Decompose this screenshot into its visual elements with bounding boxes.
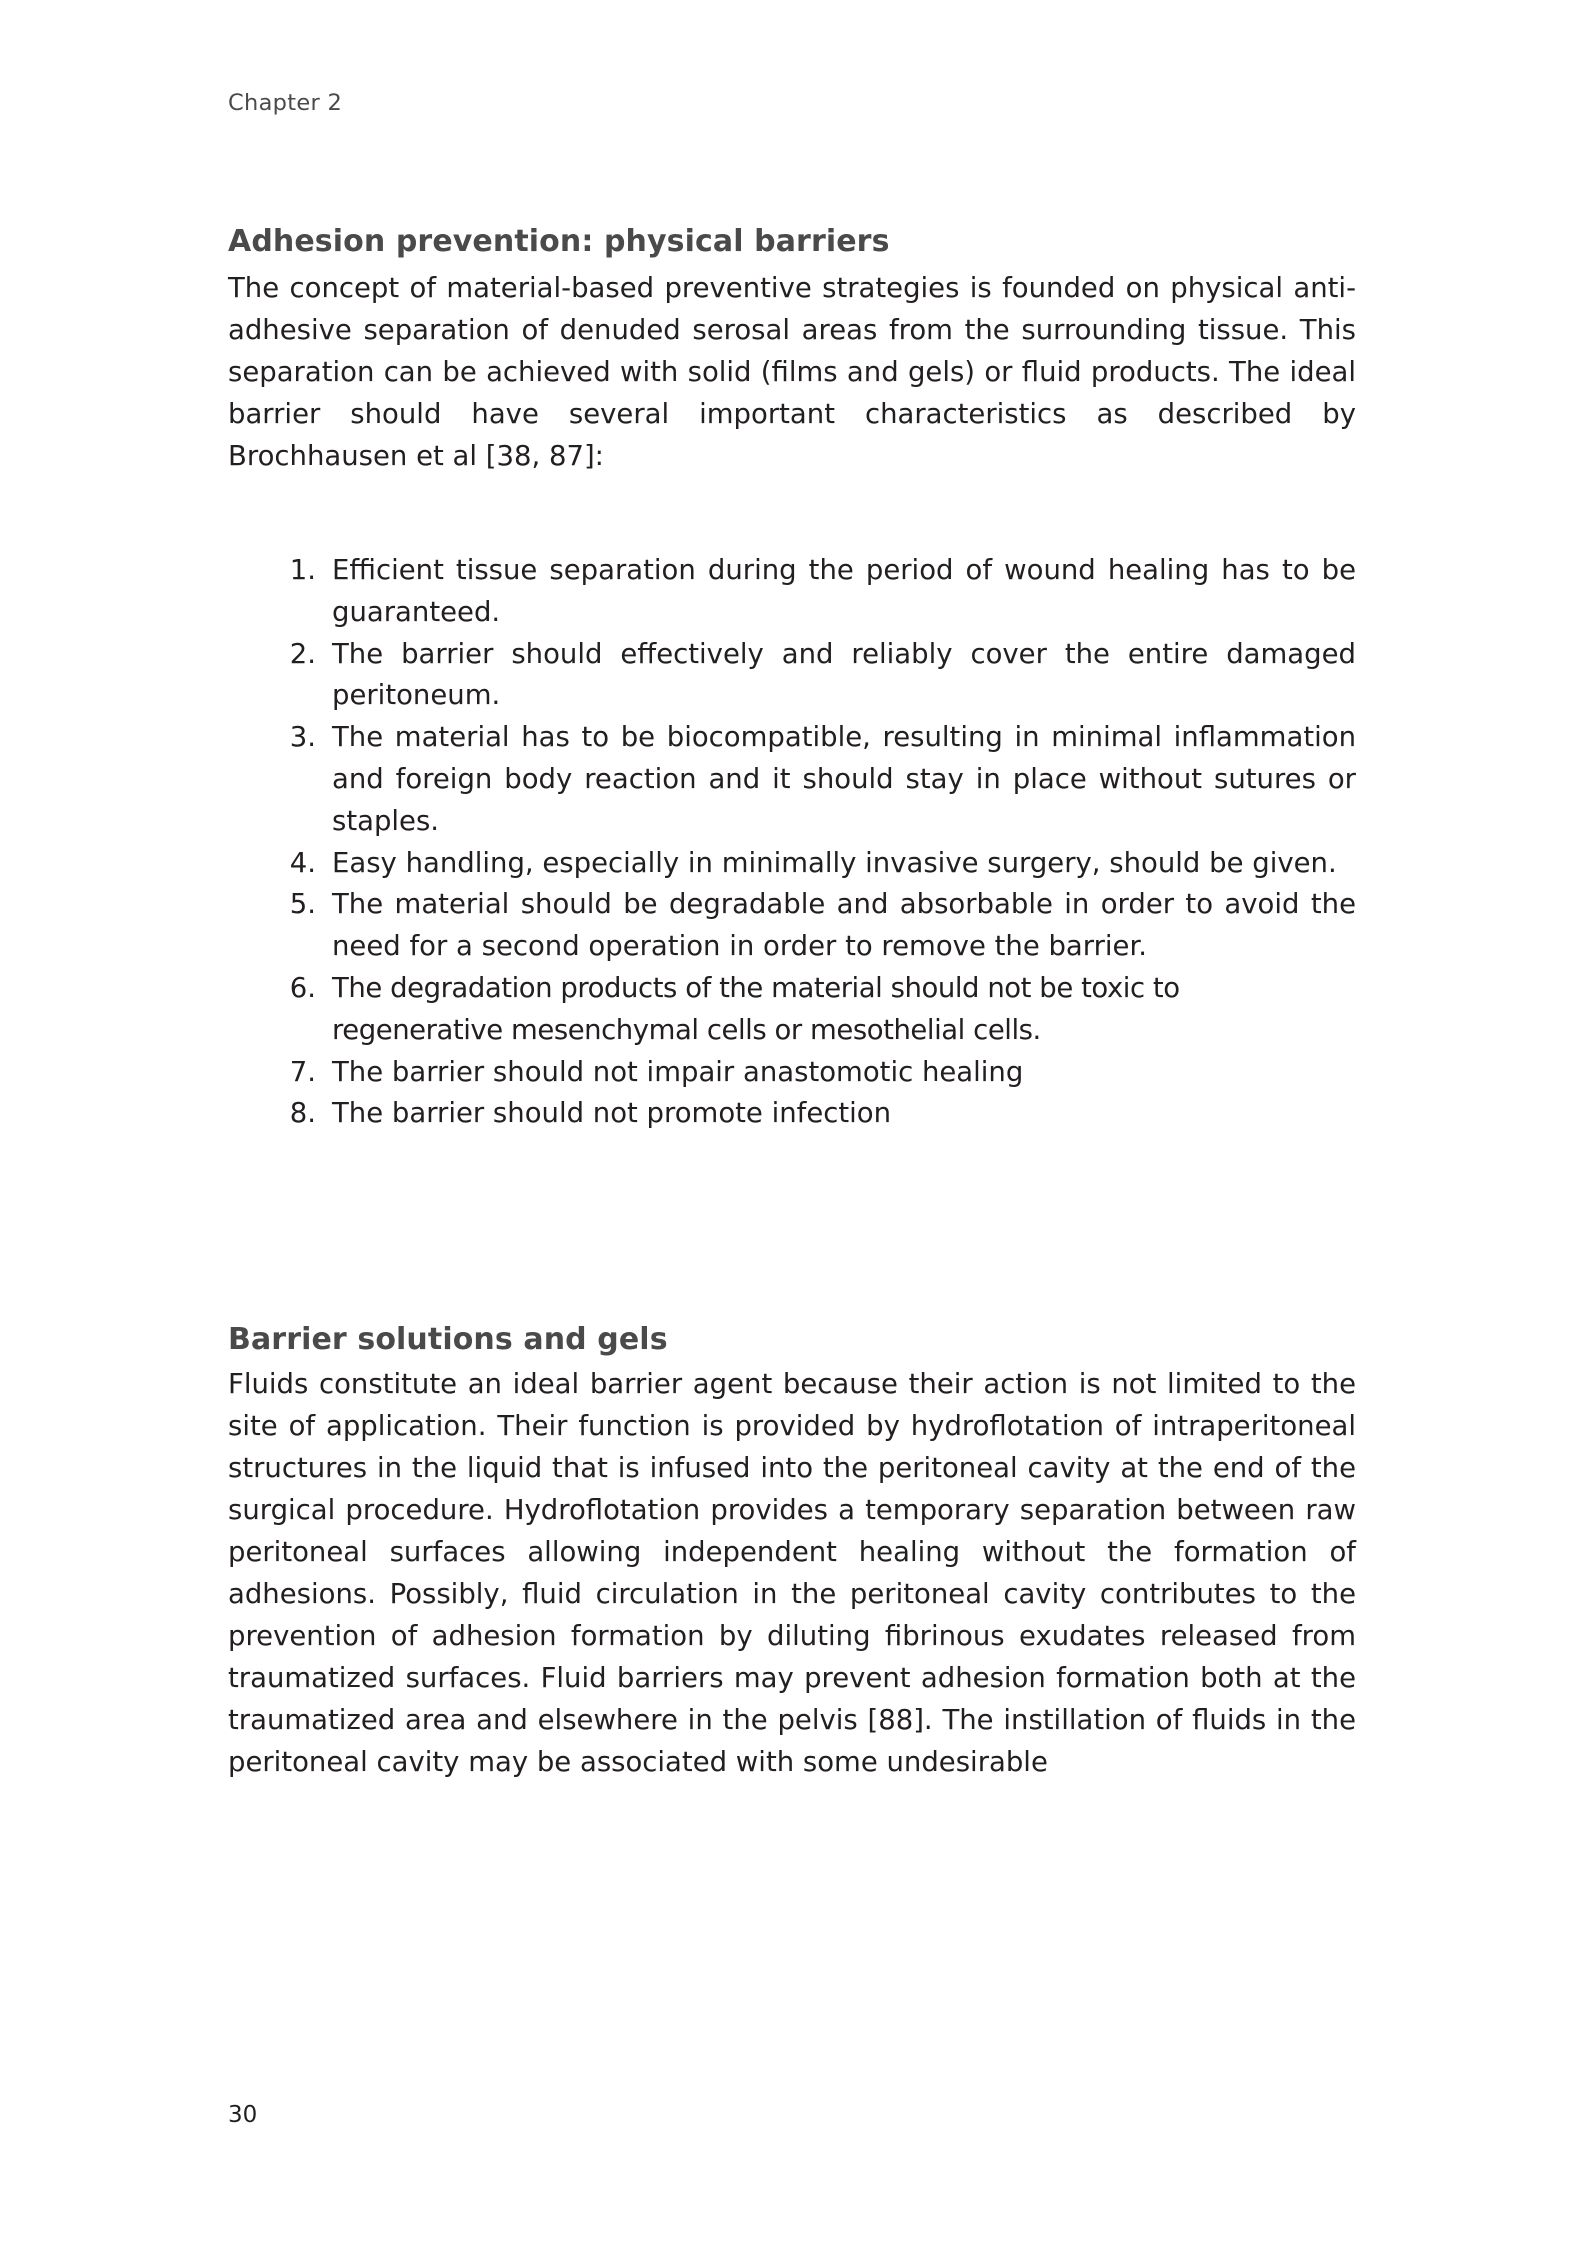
list-item [228,717,1356,842]
list-item-text: The degradation products of the material should not be toxic to regenerative mesenchymal cells or mesothelial cells. [332,971,1180,1046]
section-barrier-solutions-and-gels [228,1320,1356,1783]
list-item-number: 5. [289,888,316,921]
page-number: 30 [228,2102,258,2128]
list-item [228,884,1356,968]
section-heading: Barrier solutions and gels [228,1322,668,1357]
list-item-number: 1. [289,554,316,586]
list-item-text: The barrier should not promote infection [332,1097,892,1130]
list-item-number: 7. [289,1055,316,1088]
list-item-number: 6. [289,971,316,1004]
barrier-characteristics-list [228,550,1356,1135]
list-item-number: 2. [289,637,316,670]
list-item [228,1052,1356,1094]
section-physical-barriers [228,222,1356,477]
running-head: Chapter 2 [228,90,343,116]
list-item-number: 4. [289,846,316,879]
section-paragraph: The concept of material-based preventive strategies is founded on physical anti-adhesive separation of denuded serosal areas from the surrounding tissue. This separation can be achieved with solid (films and gels) or fluid products. The ideal barrier should have several important characteristics as described by Brochhausen et al [38, 87]: [228,271,1356,472]
list-item-text: Easy handling, especially in minimally invasive surgery, should be given. [332,846,1337,879]
list-item [228,843,1356,885]
list-item-text: The material should be degradable and absorbable in order to avoid the need for a second operation in order to remove the barrier. [332,888,1356,963]
list-item-text: The material has to be biocompatible, resulting in minimal inflammation and foreign body reaction and it should stay in place without sutures or staples. [332,721,1356,837]
list-item-number: 8. [289,1097,316,1130]
section-paragraph: Fluids constitute an ideal barrier agent because their action is not limited to the site of application. Their function is provided by hydroflotation of intraperitoneal structures in the liquid that is infused into the peritoneal cavity at the end of the surgical procedure. Hydroflotation provides a temporary separation between raw peritoneal surfaces allowing independent healing without the formation of adhesions. Possibly, fluid circulation in the peritoneal cavity contributes to the prevention of adhesion formation by diluting fibrinous exudates released from traumatized surfaces. Fluid barriers may prevent adhesion formation both at the traumatized area and elsewhere in the pelvis [88]. The instillation of fluids in the peritoneal cavity may be associated with some undesirable [228,1367,1356,1779]
section-heading: Adhesion prevention: physical barriers [228,224,890,259]
list-item [228,634,1356,718]
list-item-text: The barrier should effectively and reliably cover the entire damaged peritoneum. [332,637,1356,712]
list-item [228,550,1356,634]
list-item-text: Efficient tissue separation during the period of wound healing has to be guaranteed. [332,554,1356,628]
list-item [228,968,1356,1052]
list-item-number: 3. [289,721,316,754]
list-item-text: The barrier should not impair anastomotic healing [332,1055,1024,1088]
list-item [228,1093,1356,1135]
